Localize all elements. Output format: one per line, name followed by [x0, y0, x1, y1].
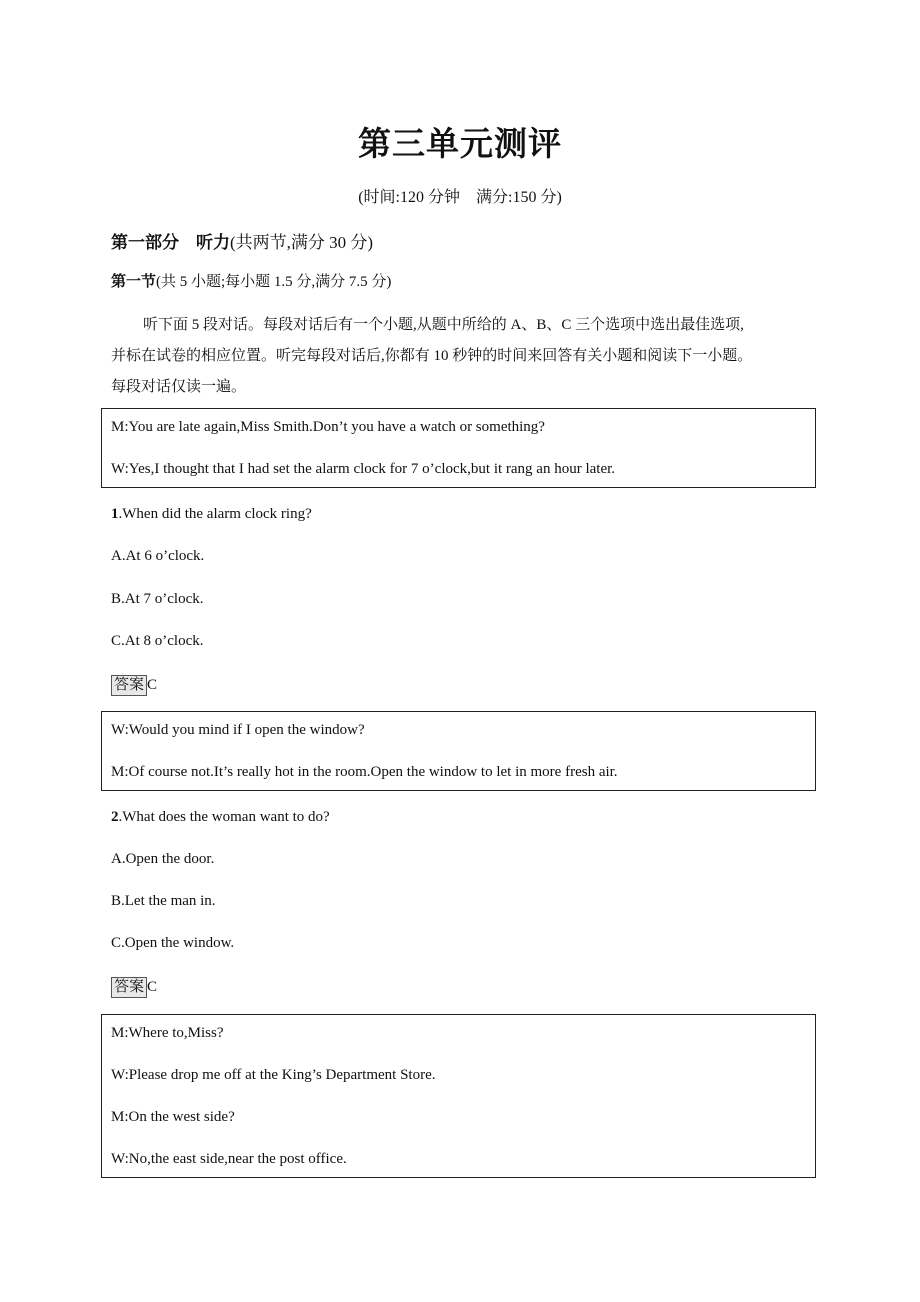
question-number: 1: [111, 506, 119, 522]
option-b: B.At 7 o’clock.: [111, 591, 204, 607]
instructions-line: 并标在试卷的相应位置。听完每段对话后,你都有 10 秒钟的时间来回答有关小题和阅读下一小题。: [111, 348, 753, 364]
dialog-line: M:Of course not.It’s really hot in the room.Open the window to let in more fresh air.: [111, 764, 618, 780]
dialog-box-3: [101, 1014, 816, 1178]
section-heading: [111, 270, 391, 291]
dialog-line: W:Would you mind if I open the window?: [111, 722, 365, 738]
question-2: [111, 809, 330, 826]
section-detail: (共 5 小题;每小题 1.5 分,满分 7.5 分): [156, 274, 392, 290]
instructions-line: 听下面 5 段对话。每段对话后有一个小题,从题中所给的 A、B、C 三个选项中选出最佳选项,: [143, 317, 744, 333]
dialog-box-2: [101, 711, 816, 791]
dialog-box-1: [101, 408, 816, 488]
part-heading: [111, 228, 373, 253]
dialog-line: M:Where to,Miss?: [111, 1025, 224, 1041]
option-c: C.Open the window.: [111, 935, 235, 951]
dialog-line: W:No,the east side,near the post office.: [111, 1151, 347, 1167]
part-label: 第一部分 听力: [111, 233, 230, 252]
page-title: 第三单元测评: [358, 127, 562, 163]
question-text: .When did the alarm clock ring?: [118, 506, 312, 522]
answer-value: C: [147, 979, 158, 995]
dialog-line: M:You are late again,Miss Smith.Don’t you have a watch or something?: [111, 419, 545, 435]
answer-tag[interactable]: 答案: [111, 977, 147, 998]
dialog-line: W:Yes,I thought that I had set the alarm clock for 7 o’clock,but it rang an hour later.: [111, 461, 616, 477]
answer-tag[interactable]: 答案: [111, 675, 147, 696]
instructions-line: 每段对话仅读一遍。: [111, 379, 247, 395]
option-a: A.At 6 o’clock.: [111, 548, 205, 564]
answer-row: [111, 977, 157, 998]
option-b: B.Let the man in.: [111, 893, 216, 909]
instructions: [111, 310, 811, 403]
dialog-line: W:Please drop me off at the King’s Department Store.: [111, 1067, 436, 1083]
option-a: A.Open the door.: [111, 851, 215, 867]
answer-value: C: [147, 677, 158, 693]
test-time-score: (时间:120 分钟 满分:150 分): [358, 189, 562, 206]
question-number: 2: [111, 809, 119, 825]
option-c: C.At 8 o’clock.: [111, 633, 204, 649]
answer-row: [111, 675, 157, 696]
section-label: 第一节: [111, 274, 157, 290]
part-detail: (共两节,满分 30 分): [230, 233, 374, 252]
question-text: .What does the woman want to do?: [118, 809, 330, 825]
question-1: [111, 506, 312, 523]
dialog-line: M:On the west side?: [111, 1109, 235, 1125]
